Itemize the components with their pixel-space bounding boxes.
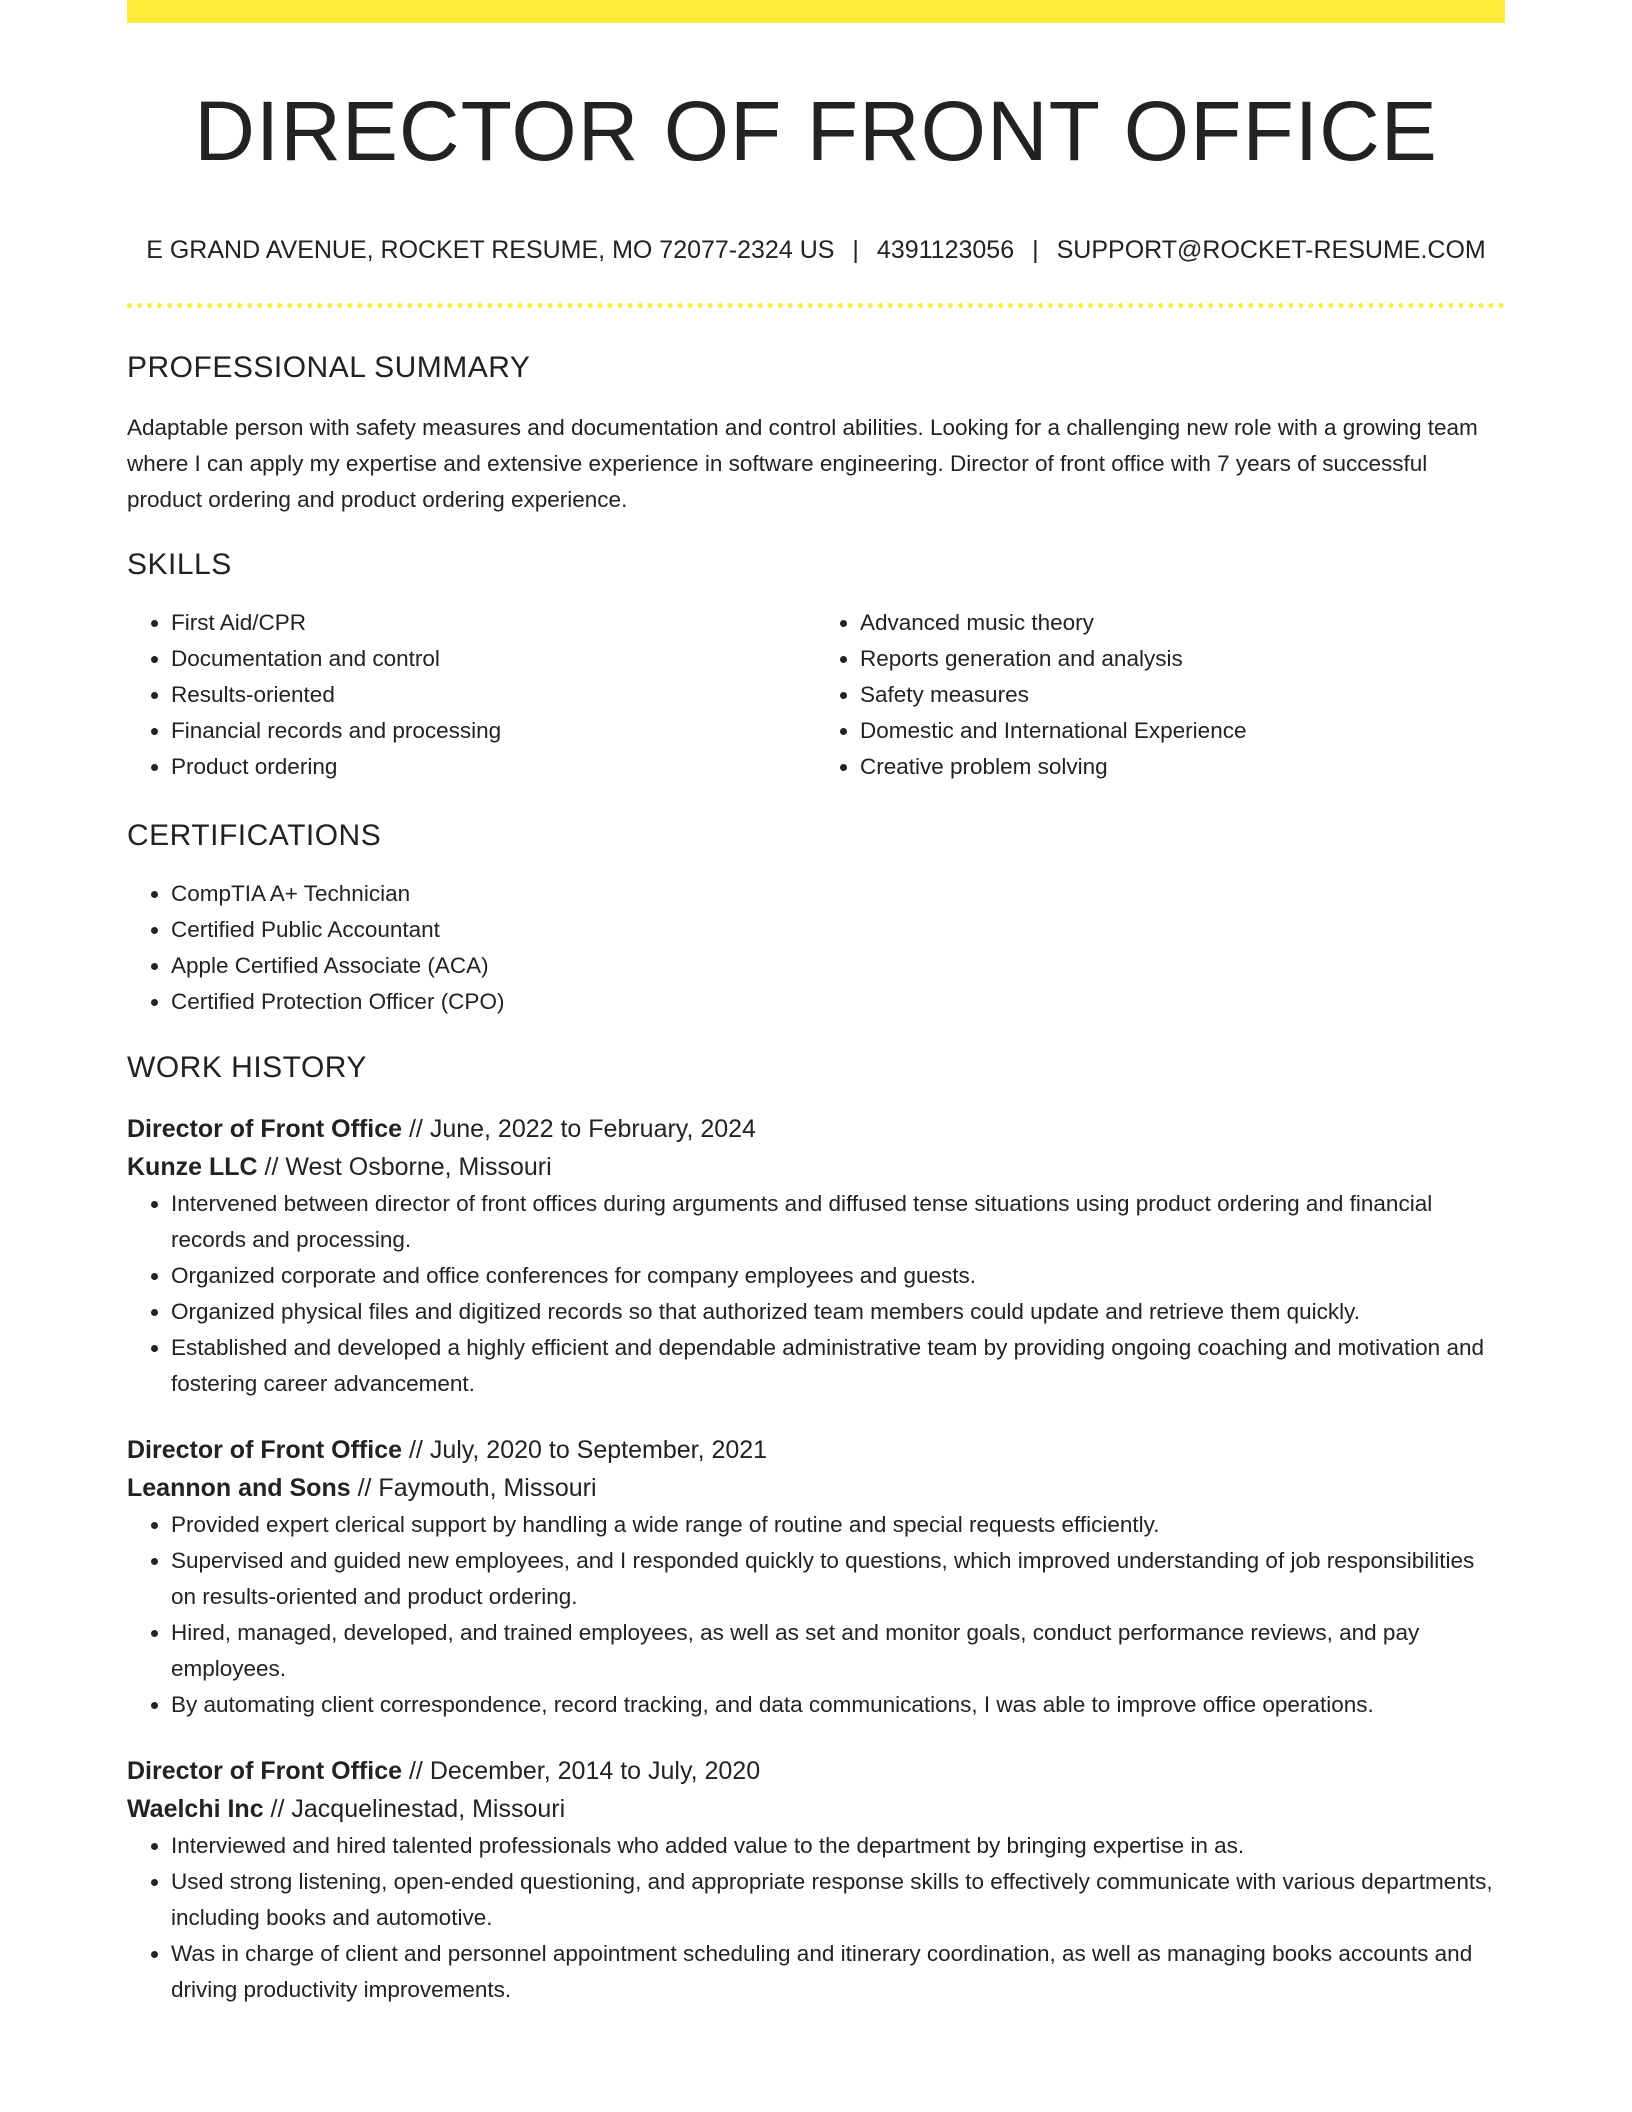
job-company: Waelchi Inc [127, 1795, 264, 1824]
job-title-line [127, 1431, 1505, 1469]
job-company: Kunze LLC [127, 1153, 258, 1182]
job-separator: // [257, 1153, 286, 1182]
job-company: Leannon and Sons [127, 1474, 351, 1503]
job-bullet: • Was in charge of client and personnel appointment scheduling and itinerary coordination, as well as managing books accounts and driving productivity improvements. [171, 1936, 1505, 2008]
contact-line [127, 235, 1505, 265]
summary-heading: PROFESSIONAL SUMMARY [127, 351, 531, 385]
job-bullets [127, 1828, 1505, 2008]
job-separator: // [263, 1795, 292, 1824]
summary-text: Adaptable person with safety measures and documentation and control abilities. Looking for a challenging new role with a growing team where I can apply my expertise and extensive experience in software engineering. Director of front office with 7 years of successful product ordering and product ordering experience. [127, 415, 1478, 513]
skills-column-left [127, 605, 816, 785]
job-entry [127, 1431, 1505, 1723]
job-dates: July, 2020 to September, 2021 [429, 1436, 768, 1465]
resume-page [127, 0, 1505, 2008]
job-bullet: • Established and developed a highly efficient and dependable administrative team by providing ongoing coaching and motivation and fostering career advancement. [171, 1330, 1505, 1402]
skill-item: • Advanced music theory [860, 605, 1505, 641]
certification-item: • Apple Certified Associate (ACA) [171, 948, 1505, 984]
skill-item: • Product ordering [171, 749, 816, 785]
job-entry [127, 1752, 1505, 2008]
resume-title: DIRECTOR OF FRONT OFFICE [194, 84, 1438, 178]
job-company-line [127, 1148, 1505, 1186]
skill-item: • Creative problem solving [860, 749, 1505, 785]
certification-item: • CompTIA A+ Technician [171, 876, 1505, 912]
job-title: Director of Front Office [127, 1757, 403, 1786]
skills-grid [127, 605, 1505, 785]
job-dates: December, 2014 to July, 2020 [429, 1757, 761, 1786]
job-location: West Osborne, Missouri [285, 1153, 552, 1182]
work-history-heading: WORK HISTORY [127, 1051, 367, 1085]
job-title: Director of Front Office [127, 1436, 403, 1465]
job-location: Jacquelinestad, Missouri [291, 1795, 566, 1824]
skill-item: • Domestic and International Experience [860, 713, 1505, 749]
job-title-line [127, 1110, 1505, 1148]
skill-item: • Results-oriented [171, 677, 816, 713]
skills-column-right [816, 605, 1505, 785]
skills-list-left [127, 605, 816, 785]
job-bullet: • Intervened between director of front offices during arguments and diffused tense situations using product ordering and financial records and processing. [171, 1186, 1505, 1258]
certifications-heading: CERTIFICATIONS [127, 819, 382, 853]
job-entry [127, 1110, 1505, 1402]
contact-email: SUPPORT@ROCKET-RESUME.COM [1056, 236, 1486, 265]
job-bullet: • Interviewed and hired talented professionals who added value to the department by bringing expertise in as. [171, 1828, 1505, 1864]
job-separator: // [402, 1757, 430, 1786]
skill-item: • Documentation and control [171, 641, 816, 677]
job-separator: // [402, 1436, 430, 1465]
certifications-list [127, 876, 1505, 1020]
contact-phone: 4391123056 [876, 236, 1015, 265]
job-title-line [127, 1752, 1505, 1790]
contact-separator: | [852, 236, 859, 265]
job-separator: // [350, 1474, 379, 1503]
job-bullet: • Organized physical files and digitized records so that authorized team members could update and retrieve them quickly. [171, 1294, 1505, 1330]
certification-item: • Certified Protection Officer (CPO) [171, 984, 1505, 1020]
skills-list-right [816, 605, 1505, 785]
contact-separator: | [1032, 236, 1039, 265]
job-bullet: • Used strong listening, open-ended questioning, and appropriate response skills to effectively communicate with various departments, including books and automotive. [171, 1864, 1505, 1936]
certification-item: • Certified Public Accountant [171, 912, 1505, 948]
accent-top-bar [127, 0, 1505, 23]
skill-item: • Financial records and processing [171, 713, 816, 749]
skill-item: • First Aid/CPR [171, 605, 816, 641]
skills-heading: SKILLS [127, 548, 232, 582]
job-bullets [127, 1507, 1505, 1723]
job-company-line [127, 1790, 1505, 1828]
job-bullets [127, 1186, 1505, 1402]
job-bullet: • By automating client correspondence, record tracking, and data communications, I was able to improve office operations. [171, 1687, 1505, 1723]
job-bullet: • Hired, managed, developed, and trained employees, as well as set and monitor goals, conduct performance reviews, and pay employees. [171, 1615, 1505, 1687]
skill-item: • Safety measures [860, 677, 1505, 713]
job-separator: // [402, 1115, 430, 1144]
contact-address: E GRAND AVENUE, ROCKET RESUME, MO 72077-2324 US [146, 236, 835, 265]
job-title: Director of Front Office [127, 1115, 403, 1144]
job-company-line [127, 1469, 1505, 1507]
job-dates: June, 2022 to February, 2024 [429, 1115, 756, 1144]
job-location: Faymouth, Missouri [378, 1474, 597, 1503]
job-bullet: • Supervised and guided new employees, and I responded quickly to questions, which improved understanding of job responsibilities on results-oriented and product ordering. [171, 1543, 1505, 1615]
job-bullet: • Organized corporate and office conferences for company employees and guests. [171, 1258, 1505, 1294]
job-bullet: • Provided expert clerical support by handling a wide range of routine and special requests efficiently. [171, 1507, 1505, 1543]
skill-item: • Reports generation and analysis [860, 641, 1505, 677]
dotted-divider [127, 303, 1505, 308]
